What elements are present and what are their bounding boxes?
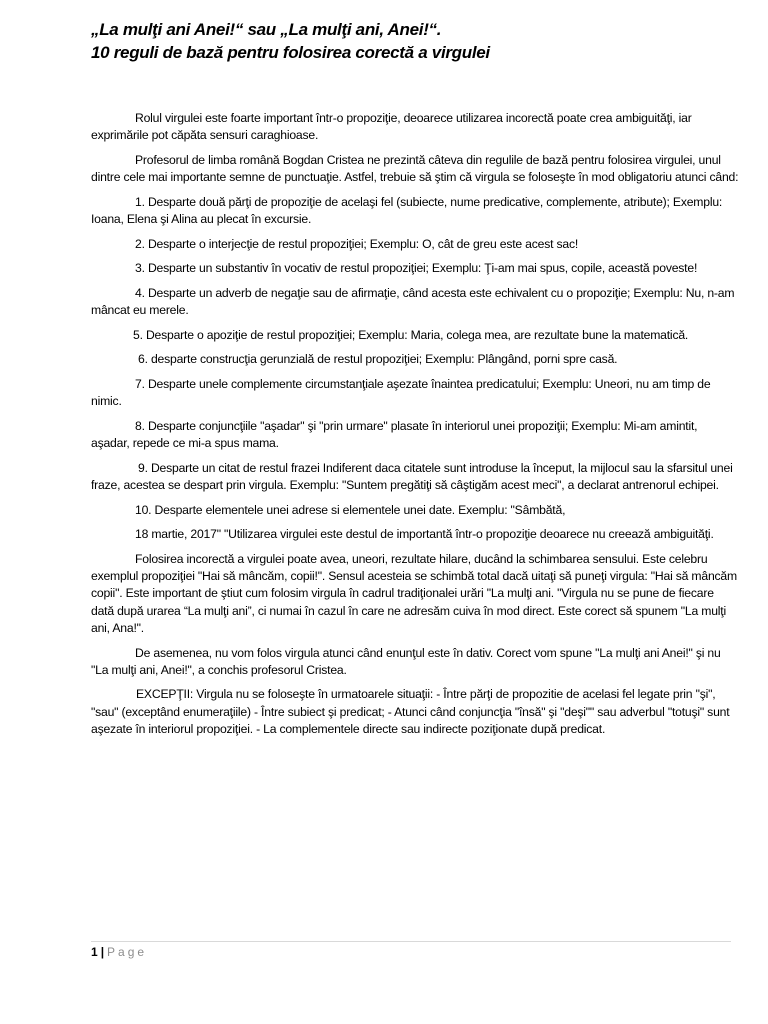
- rule-3: 3. Desparte un substantiv în vocativ de restul propoziţiei; Exemplu: Ţi-am mai spus, copile, această poveste!: [135, 261, 698, 276]
- rule-5: 5. Desparte o apoziţie de restul propoziţiei; Exemplu: Maria, colega mea, are rezultate bune la matematică.: [133, 327, 689, 342]
- paragraph-date-example: 18 martie, 2017" "Utilizarea virgulei este destul de importantă într-o propoziţie deoarece nu creează ambiguităţi.: [135, 527, 714, 542]
- rule-7: 7. Desparte unele complemente circumstanţiale aşezate înaintea predicatului; Exemplu: Uneori, nu am timp de nimic.: [91, 376, 711, 409]
- page-footer: [91, 944, 147, 960]
- title-line-1: „La mulţi ani Anei!“ sau „La mulţi ani, Anei!“.: [91, 20, 442, 39]
- footer-divider: [91, 941, 731, 942]
- paragraph-context: Profesorul de limba română Bogdan Cristea ne prezintă câteva din regulile de bază pentru folosirea virgulei, unul dintre cele mai importante semne de punctuaţie. Astfel, trebuie să ştim că virgula se foloseşte în mod obligatoriu atunci când:: [91, 152, 739, 185]
- document-body: [91, 110, 739, 746]
- rule-8: 8. Desparte conjuncţiile "aşadar" şi "prin urmare" plasate în interiorul unei propoziţii; Exemplu: Mi-am amintit, aşadar, repede ce mi-a spus mama.: [91, 418, 698, 451]
- rule-2: 2. Desparte o interjecţie de restul propoziţiei; Exemplu: O, cât de greu este acest sac!: [135, 236, 579, 251]
- rule-6: 6. desparte construcţia gerunzială de restul propoziţiei; Exemplu: Plângând, porni spre casă.: [138, 352, 618, 367]
- rule-1: 1. Desparte două părţi de propoziţie de acelaşi fel (subiecte, nume predicative, complemente, atribute); Exemplu: Ioana, Elena şi Alina au plecat în excursie.: [91, 194, 723, 227]
- page-number: 1: [91, 945, 98, 959]
- footer-separator: |: [100, 945, 105, 959]
- rule-10: 10. Desparte elementele unei adrese si elementele unei date. Exemplu: "Sâmbătă,: [135, 502, 566, 517]
- paragraph-dative: De asemenea, nu vom folos virgula atunci când enunţul este în dativ. Corect vom spune "La mulţi ani Anei!" şi nu "La mulţi ani, Anei!", a conchis profesorul Cristea.: [91, 645, 721, 677]
- page-label: Page: [107, 945, 148, 959]
- paragraph-incorrect-use: Folosirea incorectă a virgulei poate avea, uneori, rezultate hilare, ducând la schimbarea sensului. Este celebru exemplul propoziţiei "Hai să mâncăm, copii!". Sensul acesteia se schimbă total dacă uitaţi să puneţi virgula: "Hai să mâncăm copii". Este important de ştiut cum folosim virgula în cadrul tradiţionalei urări "La mulţi ani. "Virgula nu se pune de fiecare dată după urarea “La mulţi ani”, ci numai în cazul în care ne adresăm cuiva în mod direct. Este corect să spunem "La mulţi ani, Ana!".: [91, 551, 737, 635]
- rule-4: 4. Desparte un adverb de negaţie sau de afirmaţie, când acesta este echivalent cu o propoziţie; Exemplu: Nu, n-am mâncat eu merele.: [91, 285, 735, 318]
- paragraph-intro: Rolul virgulei este foarte important într-o propoziţie, deoarece utilizarea incorectă poate crea ambiguităţi, iar exprimările pot căpăta sensuri caraghioase.: [91, 111, 692, 143]
- title-line-2: 10 reguli de bază pentru folosirea corectă a virgulei: [91, 43, 490, 62]
- document-title: [91, 18, 751, 64]
- paragraph-exceptions: EXCEPŢII: Virgula nu se foloseşte în urmatoarele situaţii: - Între părţi de propozitie de acelasi fel legate prin "şi", "sau" (exceptând enumeraţiile) - Între subiect şi predicat; - Atunci când conjuncţia "însă" şi "deşi"" sau adverbul "totuşi" sunt aşezate în interiorul propoziţiei. - La complementele directe sau indirecte poziţionate după predicat.: [91, 687, 730, 737]
- rule-9: 9. Desparte un citat de restul frazei Indiferent daca citatele sunt introduse la început, la mijlocul sau la sfarsitul unei fraze, acestea se despart prin virgula. Exemplu: "Suntem pregătiţi să câştigăm acest meci", a declarat antrenorul echipei.: [91, 460, 733, 493]
